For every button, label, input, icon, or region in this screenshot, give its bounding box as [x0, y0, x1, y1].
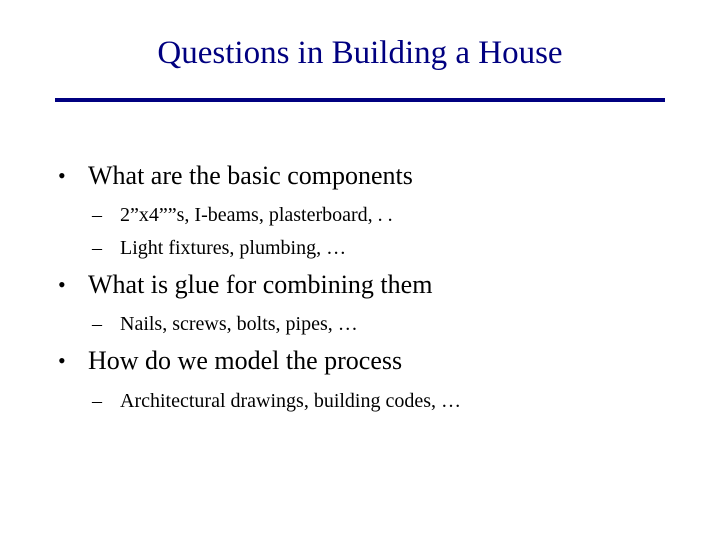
sub-bullet-marker: –: [92, 237, 102, 260]
bullet-item: [58, 160, 698, 191]
sub-bullet-item: [58, 312, 698, 336]
sub-bullet-text: 2”x4””s, I-beams, plasterboard, . .: [120, 204, 393, 227]
sub-bullet-text: Nails, screws, bolts, pipes, …: [120, 313, 358, 336]
bullet-marker: •: [58, 272, 66, 298]
bullet-item: [58, 345, 698, 376]
slide-title: Questions in Building a House: [157, 35, 563, 71]
bullet-group-glue: [58, 269, 698, 336]
sub-bullet-list: [58, 389, 698, 413]
bullet-group-components: [58, 160, 698, 260]
sub-bullet-item: [58, 236, 698, 260]
sub-bullet-text: Architectural drawings, building codes, …: [120, 389, 462, 412]
sub-bullet-list: [58, 312, 698, 336]
bullet-text: What is glue for combining them: [88, 270, 433, 300]
sub-bullet-marker: –: [92, 204, 102, 227]
sub-bullet-list: [58, 203, 698, 260]
bullet-marker: •: [58, 348, 66, 374]
sub-bullet-marker: –: [92, 313, 102, 336]
sub-bullet-marker: –: [92, 389, 102, 412]
bullet-group-model: [58, 345, 698, 412]
bullet-marker: •: [58, 163, 66, 188]
sub-bullet-item: [58, 203, 698, 227]
title-underline: [55, 98, 665, 102]
bullet-list: [58, 160, 698, 422]
bullet-text: What are the basic components: [88, 161, 413, 190]
bullet-item: [58, 269, 698, 300]
sub-bullet-text: Light fixtures, plumbing, …: [120, 237, 347, 260]
sub-bullet-item: [58, 389, 698, 413]
bullet-text: How do we model the process: [88, 346, 403, 376]
